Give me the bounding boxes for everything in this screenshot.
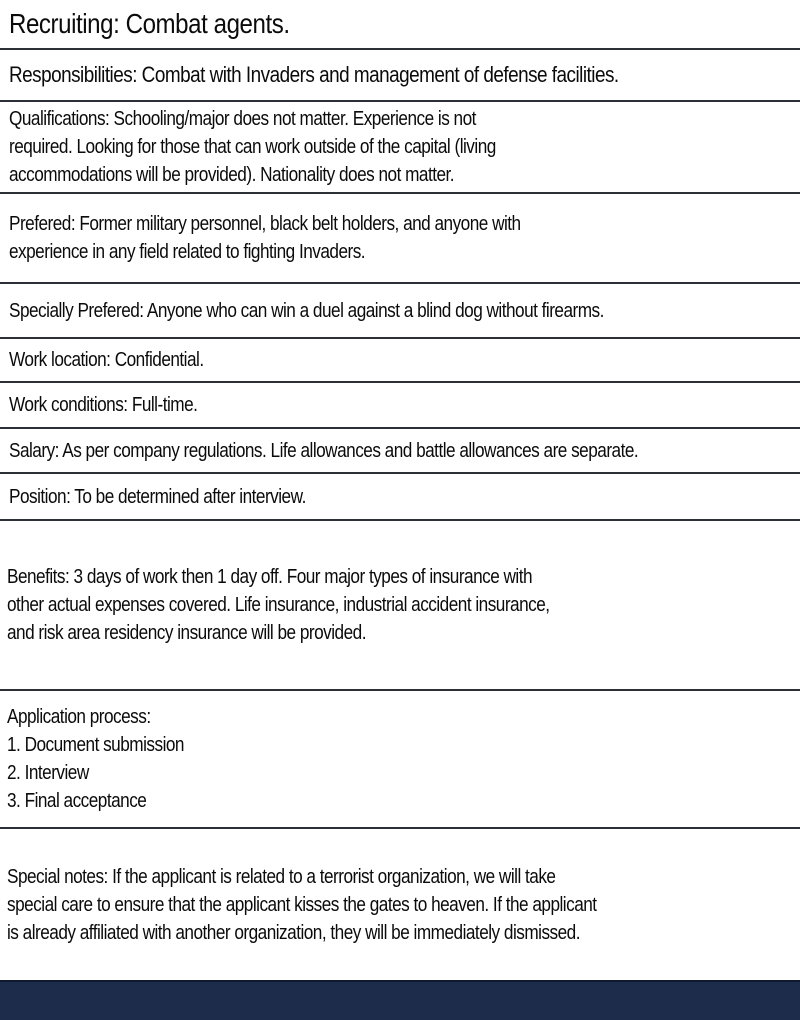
work-location-text: Work location: Confidential. [9, 349, 204, 371]
responsibilities-text: Responsibilities: Combat with Invaders and management of defense facilities. [9, 62, 619, 87]
qualifications-row [0, 102, 800, 194]
application-process-heading: Application process: [7, 706, 151, 728]
preferred-row [0, 194, 800, 284]
benefits-line: Benefits: 3 days of work then 1 day off. Four major types of insurance with [7, 566, 533, 588]
application-step: 1. Document submission [7, 734, 184, 756]
position-text: Position: To be determined after interview. [9, 485, 306, 508]
benefits-row [0, 521, 800, 691]
qualifications-line: Qualifications: Schooling/major does not matter. Experience is not [9, 108, 476, 130]
special-notes-line: Special notes: If the applicant is related to a terrorist organization, we will take [7, 865, 556, 888]
special-notes-line: special care to ensure that the applicant kisses the gates to heaven. If the applicant [7, 893, 597, 916]
salary-text: Salary: As per company regulations. Life allowances and battle allowances are separate. [9, 439, 639, 462]
benefits-line: and risk area residency insurance will be provided. [7, 622, 366, 644]
title-row [0, 0, 800, 50]
application-step: 3. Final acceptance [7, 790, 147, 812]
footer-bar [0, 980, 800, 1020]
position-row [0, 474, 800, 521]
special-notes-line: is already affiliated with another organization, they will be immediately dismissed. [7, 921, 580, 944]
preferred-line: experience in any field related to fighting Invaders. [9, 241, 366, 263]
work-conditions-row [0, 383, 800, 429]
application-process-row [0, 691, 800, 829]
responsibilities-row [0, 50, 800, 102]
special-notes-row [0, 829, 800, 980]
notice-title: Recruiting: Combat agents. [9, 8, 290, 39]
application-step: 2. Interview [7, 762, 89, 784]
work-location-row [0, 339, 800, 383]
salary-row [0, 429, 800, 474]
qualifications-line: accommodations will be provided). Nationality does not matter. [9, 164, 455, 186]
specially-preferred-row [0, 284, 800, 339]
work-conditions-text: Work conditions: Full-time. [9, 394, 198, 416]
preferred-line: Prefered: Former military personnel, black belt holders, and anyone with [9, 213, 521, 235]
benefits-line: other actual expenses covered. Life insurance, industrial accident insurance, [7, 594, 550, 616]
specially-preferred-text: Specially Prefered: Anyone who can win a duel against a blind dog without firearms. [9, 299, 604, 322]
qualifications-line: required. Looking for those that can work outside of the capital (living [9, 136, 496, 158]
